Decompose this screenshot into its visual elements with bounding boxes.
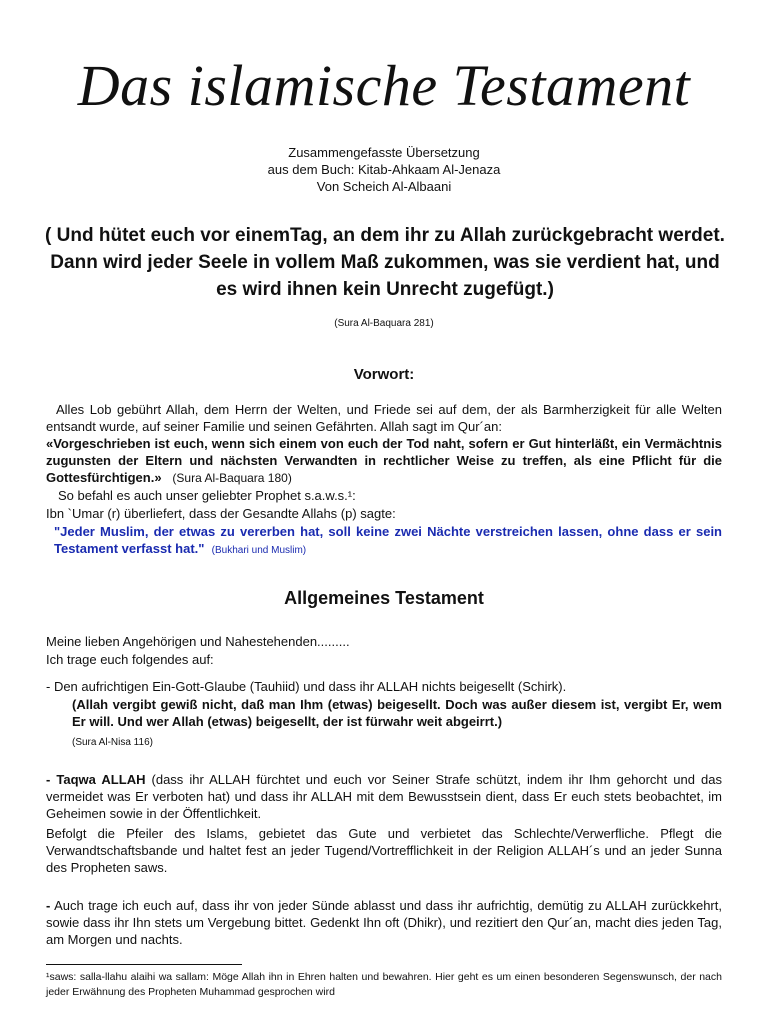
item-taqwa-continued: Befolgt die Pfeiler des Islams, gebietet das Gute und verbietet das Schlechte/Verwerfliche. Pflegt die Verwandtschaftsbande und haltet fest an jeder Tugend/Vortrefflichkeit in der Religion ALLAH´s und an jeder Sunna des Propheten saws. [46,826,722,875]
vorwort-quran-quote [46,435,722,487]
subtitle-line-1: Zusammengefasste Übersetzung [288,145,480,160]
vorwort-paragraph: Alles Lob gebührt Allah, dem Herrn der Welten, und Friede sei auf dem, der als Barmherzigkeit für alle Welten entsandt wurde, auf seiner Familie und seinen Gefährten. Allah sagt im Qur´an: [46,402,722,434]
subtitle-line-3: Von Scheich Al-Albaani [316,179,452,194]
item-tauhiid: - Den aufrichtigen Ein-Gott-Glaube (Tauhiid) und dass ihr ALLAH nichts beigesellt (Schirk). [46,679,567,694]
item-taqwa-lead: - Taqwa ALLAH [46,772,146,787]
prophet-command-line: So befahl es auch unser geliebter Prophet s.a.w.s.¹: [58,488,356,503]
hadith-quote [54,523,722,559]
item-taqwa [46,771,722,822]
footnote-divider [46,964,242,965]
hadith-text: "Jeder Muslim, der etwas zu vererben hat, soll keine zwei Nächte verstreichen lassen, ohne dass er sein Testament verfasst hat." [54,524,722,556]
main-quran-quote: ( Und hütet euch vor einemTag, an dem ihr zu Allah zurückgebracht werdet. Dann wird jeder Seele in vollem Maß zukommen, was sie verdient hat, und es wird ihnen kein Unrecht zugefügt.) [45,225,725,300]
hadith-intro: Ibn `Umar (r) überliefert, dass der Gesandte Allahs (p) sagte: [46,506,396,521]
main-quote-reference: (Sura Al-Baquara 281) [334,318,434,329]
allgemein-heading: Allgemeines Testament [284,588,484,608]
item-repentance [46,897,722,948]
hadith-reference: (Bukhari und Muslim) [211,545,307,556]
vorwort-quote-reference: (Sura Al-Baquara 180) [172,471,292,485]
item-taqwa-text: (dass ihr ALLAH fürchtet und euch vor Seiner Strafe schützt, indem ihr Ihm gehorcht und das vermeidet was Er verboten hat) und dass ihr ALLAH mit dem Bewusstsein dient, dass Er euch stets beobachtet, im Geheimen sowie in der Öffentlichkeit. [46,772,722,821]
document-title: Das islamische Testament [77,53,691,118]
greeting-line-1: Meine lieben Angehörigen und Nahestehenden......... [46,634,350,649]
vorwort-quote-text: «Vorgeschrieben ist euch, wenn sich einem von euch der Tod naht, sofern er Gut hinterläßt, ein Vermächtnis zugunsten der Eltern und nächsten Verwandten in rechtlicher Weise zu treffen, als eine Pflicht für die Gottesfürchtigen.» [46,436,722,485]
footnote: ¹saws: salla-llahu alaihi wa sallam: Möge Allah ihn in Ehren halten und bewahren. Hier geht es um einen besonderen Segenswunsch, der nach jeder Erwähnung des Propheten Muhammad gesprochen wird [46,971,722,998]
item-tauhiid-quote: (Allah vergibt gewiß nicht, daß man Ihm (etwas) beigesellt. Doch was außer diesem ist, vergibt Er, wem Er will. Und wer Allah (etwas) beigesellt, der ist fürwahr weit abgeirrt.) [72,697,722,729]
vorwort-heading: Vorwort: [353,366,415,383]
item-tauhiid-reference: (Sura Al-Nisa 116) [72,737,153,748]
item-repentance-lead: - [46,898,51,913]
subtitle-line-2: aus dem Buch: Kitab-Ahkaam Al-Jenaza [267,162,501,177]
greeting-line-2: Ich trage euch folgendes auf: [46,652,214,667]
item-repentance-text: Auch trage ich euch auf, dass ihr von jeder Sünde ablasst und dass ihr aufrichtig, demütig zu ALLAH zurückkehrt, sowie dass ihr Ihn stets um Vergebung bittet. Gedenkt Ihn oft (Dhikr), und rezitiert den Qur´an, macht dies jeden Tag, am Morgen und nachts. [46,898,722,947]
